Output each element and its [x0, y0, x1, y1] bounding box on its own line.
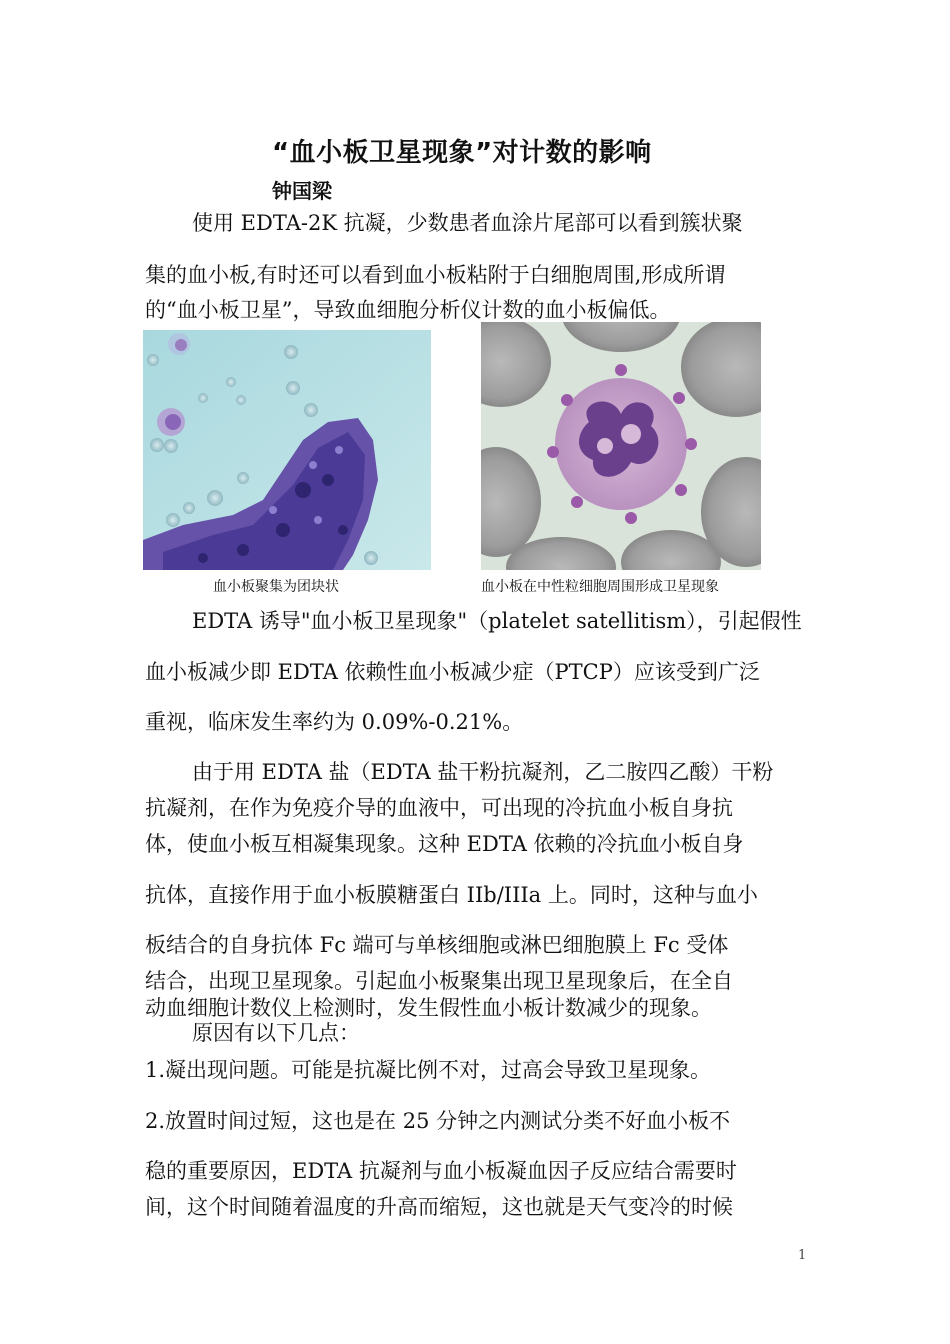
platelet-clump-micrograph: [143, 330, 431, 570]
paragraph-line: EDTA 诱导"血小板卫星现象"（platelet satellitism），引起假性: [192, 609, 802, 633]
paragraph-line: 集的血小板,有时还可以看到血小板粘附于白细胞周围,形成所谓: [145, 263, 726, 287]
reasons-intro: 原因有以下几点：: [192, 1021, 360, 1045]
paragraph-line: 重视，临床发生率约为 0.09%-0.21%。: [145, 710, 524, 734]
page-number: 1: [798, 1248, 807, 1263]
reason-item-2-line: 2.放置时间过短，这也是在 25 分钟之内测试分类不好血小板不: [145, 1109, 731, 1133]
paragraph-line: 抗体，直接作用于血小板膜糖蛋白 IIb/IIIa 上。同时，这种与血小: [145, 883, 758, 907]
paragraph-line: 体，使血小板互相凝集现象。这种 EDTA 依赖的冷抗血小板自身: [145, 832, 744, 856]
paragraph-line: 动血细胞计数仪上检测时，发生假性血小板计数减少的现象。: [145, 996, 712, 1020]
paragraph-line: 使用 EDTA-2K 抗凝，少数患者血涂片尾部可以看到簇状聚: [192, 211, 743, 235]
paragraph-line: 结合，出现卫星现象。引起血小板聚集出现卫星现象后，在全自: [145, 969, 733, 993]
paragraph-line: 的“血小板卫星”，导致血细胞分析仪计数的血小板偏低。: [145, 298, 671, 322]
document-title: “血小板卫星现象”对计数的影响: [272, 138, 652, 168]
paragraph-line: 血小板减少即 EDTA 依赖性血小板减少症（PTCP）应该受到广泛: [145, 660, 760, 684]
figure-caption-left: 血小板聚集为团块状: [213, 579, 339, 595]
reason-item-2-line: 间，这个时间随着温度的升高而缩短，这也就是天气变冷的时候: [145, 1195, 733, 1219]
figure-caption-right: 血小板在中性粒细胞周围形成卫星现象: [481, 579, 719, 595]
document-author: 钟国梁: [272, 179, 332, 203]
platelet-satellitism-micrograph: [481, 322, 761, 570]
paragraph-line: 由于用 EDTA 盐（EDTA 盐干粉抗凝剂，乙二胺四乙酸）干粉: [192, 760, 774, 784]
paragraph-line: 板结合的自身抗体 Fc 端可与单核细胞或淋巴细胞膜上 Fc 受体: [145, 933, 729, 957]
reason-item-2-line: 稳的重要原因，EDTA 抗凝剂与血小板凝血因子反应结合需要时: [145, 1159, 737, 1183]
reason-item-1: 1.凝出现问题。可能是抗凝比例不对，过高会导致卫星现象。: [145, 1058, 712, 1082]
paragraph-line: 抗凝剂，在作为免疫介导的血液中，可出现的冷抗血小板自身抗: [145, 796, 733, 820]
